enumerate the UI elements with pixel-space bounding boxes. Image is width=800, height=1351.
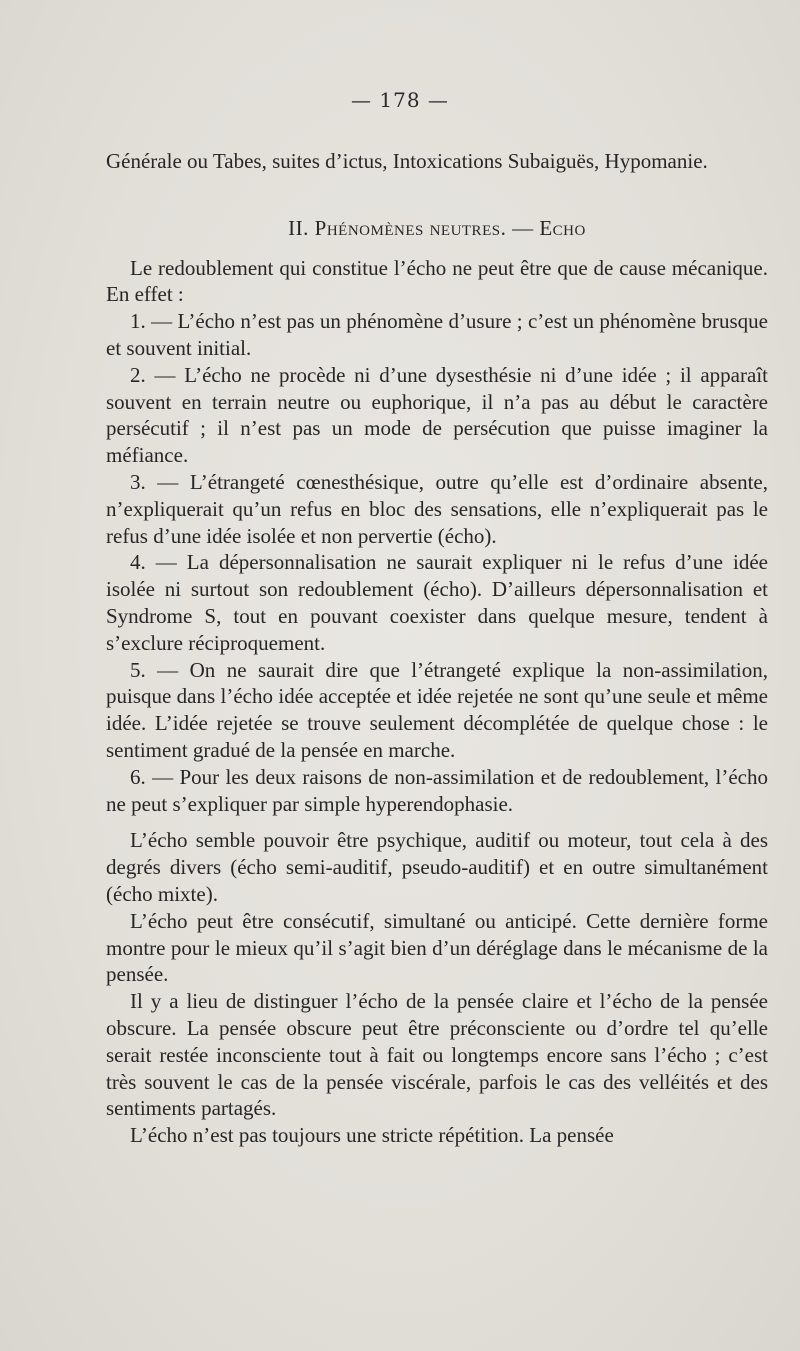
list-item: 4. — La dépersonnalisation ne saurait expliquer ni le refus d’une idée isolée ni surtout son redoublement (écho). D’ailleurs dépersonnalisation et Syndrome S, tout en pouvant coexister dans quelque mesure, tendent à s’exclure réciproquement.	[106, 550, 768, 655]
list-item: 2. — L’écho ne procède ni d’une dysesthésie ni d’une idée ; il apparaît souvent en terrain neutre ou euphorique, il n’a pas au début le caractère persécutif ; il n’est pas un mode de persécution que puisse imaginer la méfiance.	[106, 362, 768, 468]
list-item: 6. — Pour les deux raisons de non-assimilation et de redoublement, l’écho ne peut s’expliquer par simple hyperendophasie.	[106, 764, 768, 816]
paragraph-distinguer: Il y a lieu de distinguer l’écho de la pensée claire et l’écho de la pensée obscure. La pensée obscure peut être préconsciente ou d’ordre tel qu’elle serait restée inconsciente tout à fait ou longtemps encore sans l’écho ; c’est très souvent le cas de la pensée viscérale, parfois le cas des velléités et des sentiments partagés.	[106, 989, 768, 1121]
list-item: 3. — L’étrangeté cœnesthésique, outre qu’elle est d’ordinaire absente, n’expliquerait qu’un refus en bloc des sensations, elle n’expliquerait pas le refus d’une idée isolée et non pervertie (écho).	[106, 469, 768, 548]
page-number: — 178 —	[351, 88, 449, 112]
list-item: 1. — L’écho n’est pas un phénomène d’usure ; c’est un phénomène brusque et souvent initial.	[106, 309, 768, 360]
intro-paragraph: Le redoublement qui constitue l’écho ne peut être que de cause mécanique. En effet :	[106, 255, 768, 307]
opening-paragraph: Générale ou Tabes, suites d’ictus, Intoxications Subaiguës, Hypomanie.	[106, 149, 708, 173]
section-title: II. Phénomènes neutres. — Echo	[288, 215, 586, 240]
paragraph-psychique: L’écho semble pouvoir être psychique, auditif ou moteur, tout cela à des degrés divers (écho semi-auditif, pseudo-auditif) et en outre simultanément (écho mixte).	[106, 828, 768, 906]
page-body	[106, 148, 768, 1149]
list-item: 5. — On ne saurait dire que l’étrangeté explique la non-assimilation, puisque dans l’écho idée acceptée et idée rejetée ne sont qu’une seule et même idée. L’idée rejetée se trouve seulement décomplétée de quelque chose : le sentiment gradué de la pensée en marche.	[106, 657, 768, 762]
paragraph-consecutif: L’écho peut être consécutif, simultané ou anticipé. Cette dernière forme montre pour le mieux qu’il s’agit bien d’un déréglage dans le mécanisme de la pensée.	[106, 908, 768, 987]
paragraph-final: L’écho n’est pas toujours une stricte répétition. La pensée	[130, 1123, 614, 1148]
